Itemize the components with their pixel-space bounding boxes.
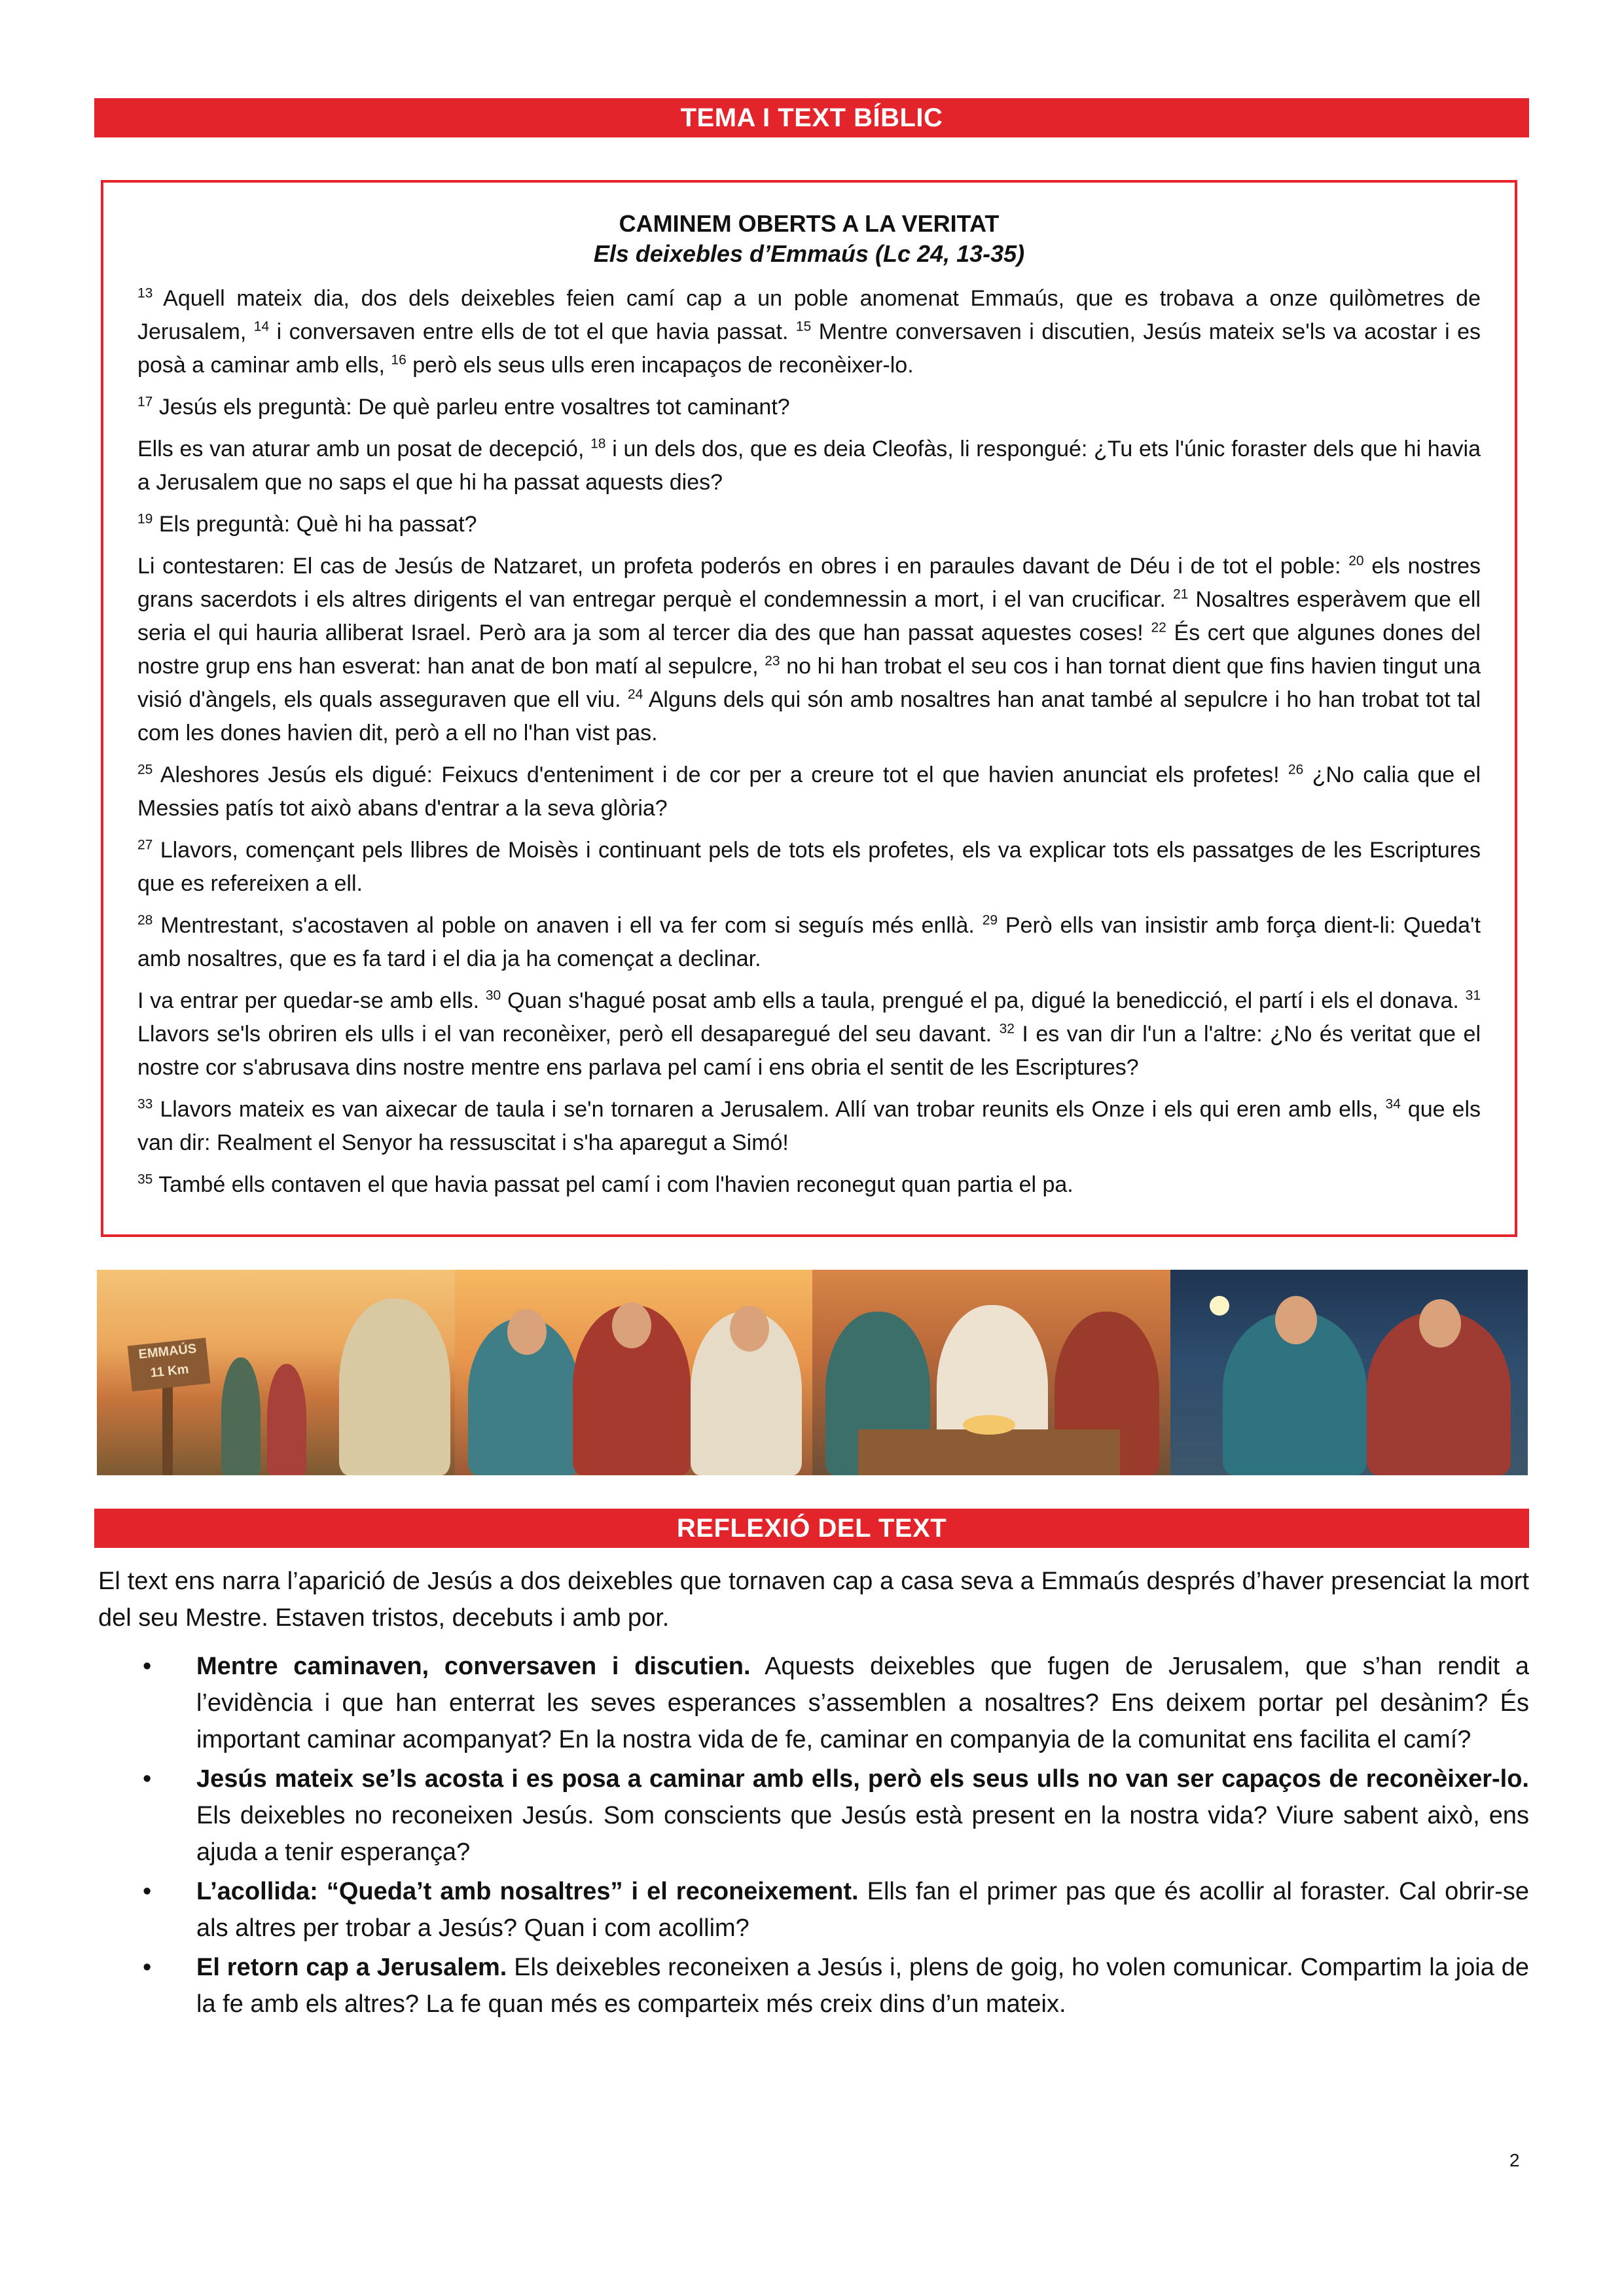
sign-text-distance: 11 Km: [149, 1361, 190, 1380]
bible-subtitle: Els deixebles d’Emmaús (Lc 24, 13-35): [593, 240, 1025, 267]
illustration-road-to-emmaus: [97, 1270, 455, 1475]
reflection-item-text: Ells fan el primer pas que és acollir al foraster. Cal obrir-se als altres per trobar a Jesús? Quan i com acollim?: [196, 1878, 1529, 1942]
verse-number: 23: [765, 653, 780, 669]
reflection-item-text: Aquests deixebles que fugen de Jerusalem, que s’han rendit a l’evidència i que han enterrat les seves esperances s’assemblen a nosaltres? Ens deixem portar pel desànim? És important caminar acompanyat? En la nostra vida de fe, caminar en companyia de la comunitat ens facilita el camí?: [196, 1653, 1529, 1753]
verse-text: Jesús els preguntà: De què parleu entre vosaltres tot caminant?: [158, 395, 790, 420]
figure-walker: [221, 1357, 261, 1475]
verse-text: Aquell mateix dia, dos dels deixebles feien camí cap a un poble anomenat Emmaús, que es trobava a onze quilòmetres de Jerusalem,: [137, 286, 1481, 344]
illustration-strip: [97, 1270, 1528, 1475]
verse-paragraph: [137, 1168, 1481, 1202]
verse-text: Nosaltres esperàvem que ell seria el qui hauria alliberat Israel. Però ara ja som al tercer dia des que han passat aquestes coses!: [137, 587, 1481, 645]
table: [858, 1429, 1120, 1475]
figure-walker: [267, 1364, 306, 1475]
verse-number: 18: [590, 436, 606, 452]
reflection-item-text: Els deixebles reconeixen a Jesús i, plens de goig, ho volen comunicar. Compartim la joia de la fe amb els altres? La fe quan més es comparteix més creix dins d’un mateix.: [196, 1954, 1529, 2018]
verse-text: Mentre conversaven i discutien, Jesús mateix se'ls va acostar i es posà a caminar amb ells,: [137, 319, 1481, 378]
verse-number: 20: [1348, 553, 1364, 569]
reflection-item-heading: L’acollida: “Queda’t amb nosaltres” i el reconeixement.: [196, 1878, 859, 1905]
verse-number: 27: [137, 837, 153, 853]
verse-text: Però ells van insistir amb força dient-li: Queda't amb nosaltres, que es fa tard i el dia ja ha començat a declinar.: [137, 913, 1481, 971]
reflection-item: [98, 1949, 1529, 2022]
verse-number: 30: [485, 988, 501, 1003]
verse-text: També ells contaven el que havia passat pel camí i com l'havien reconegut quan partia el pa.: [158, 1172, 1074, 1197]
face: [612, 1302, 651, 1348]
verse-number: 28: [137, 912, 153, 928]
verse-text: que els van dir: Realment el Senyor ha ressuscitat i s'ha aparegut a Simó!: [137, 1097, 1481, 1155]
verse-number: 17: [137, 394, 153, 410]
verse-paragraph: [137, 282, 1481, 382]
verse-text: i conversaven entre ells de tot el que havia passat.: [276, 319, 789, 344]
face: [507, 1309, 547, 1355]
verse-paragraph: [137, 550, 1481, 750]
verse-number: 15: [795, 319, 812, 334]
verses-container: [137, 282, 1481, 1202]
signpost: [162, 1381, 173, 1475]
verse-text: Alguns dels qui són amb nosaltres han anat també al sepulcre i ho han trobat tot tal com les dones havien dit, però a ell no l'han vist pas.: [137, 687, 1481, 745]
verse-text: ¿No calia que el Messies patís tot això abans d'entrar a la seva glòria?: [137, 762, 1481, 821]
verse-paragraph: [137, 984, 1481, 1085]
verse-text: però els seus ulls eren incapaços de reconèixer-lo.: [412, 353, 914, 378]
face: [730, 1306, 769, 1352]
illustration-return-at-night: [1170, 1270, 1528, 1475]
reflection-item-heading: Mentre caminaven, conversaven i discutien.: [196, 1653, 751, 1680]
reflection-item-heading: Jesús mateix se’ls acosta i es posa a caminar amb ells, però els seus ulls no van ser capaços de reconèixer-lo.: [196, 1765, 1529, 1793]
reflection-section: [98, 1563, 1529, 2025]
face: [1419, 1299, 1461, 1348]
verse-paragraph: [137, 834, 1481, 901]
verse-text: Li contestaren: El cas de Jesús de Natzaret, un profeta poderós en obres i en paraules davant de Déu i de tot el poble:: [137, 554, 1341, 579]
verse-text: els nostres grans sacerdots i els altres dirigents el van entregar perquè el condemnessin a mort, i el van crucificar.: [137, 554, 1481, 612]
section-header-tema: TEMA I TEXT BÍBLIC: [94, 98, 1529, 137]
verse-number: 35: [137, 1172, 153, 1187]
verse-number: 19: [137, 511, 153, 527]
verse-text: És cert que algunes dones del nostre grup ens han esverat: han anat de bon matí al sepulcre,: [137, 620, 1481, 679]
verse-number: 22: [1151, 620, 1166, 636]
reflection-item: [98, 1648, 1529, 1758]
verse-number: 25: [137, 762, 153, 778]
figure-jesus: [339, 1299, 450, 1475]
verse-paragraph: [137, 433, 1481, 499]
verse-paragraph: [137, 909, 1481, 976]
verse-number: 21: [1172, 586, 1189, 602]
verse-number: 29: [982, 912, 998, 928]
verse-text: Llavors, començant pels llibres de Moisès i continuant pels de tots els profetes, els va explicar tots els passatges de les Escriptures que es refereixen a ell.: [137, 838, 1481, 896]
verse-paragraph: [137, 759, 1481, 825]
verse-text: Llavors mateix es van aixecar de taula i se'n tornaren a Jerusalem. Allí van trobar reunits els Onze i els qui eren amb ells,: [160, 1097, 1379, 1122]
reflection-item: [98, 1873, 1529, 1946]
verse-text: Mentrestant, s'acostaven al poble on anaven i ell va fer com si seguís més enllà.: [160, 913, 975, 938]
verse-paragraph: [137, 391, 1481, 424]
bible-text-box: [101, 180, 1517, 1237]
bible-title: CAMINEM OBERTS A LA VERITAT: [619, 210, 1000, 237]
sign-text-town: EMMAÚS: [137, 1341, 198, 1362]
illustration-walking-together: [455, 1270, 813, 1475]
reflection-item-text: Els deixebles no reconeixen Jesús. Som conscients que Jesús està present en la nostra vida? Viure sabent això, ens ajuda a tenir esperança?: [196, 1802, 1529, 1866]
bread: [963, 1415, 1015, 1435]
verse-paragraph: [137, 1093, 1481, 1160]
verse-paragraph: [137, 508, 1481, 541]
verse-number: 13: [137, 285, 153, 301]
verse-text: i un dels dos, que es deia Cleofàs, li respongué: ¿Tu ets l'únic foraster dels que hi havia a Jerusalem que no saps el que hi ha passat aquests dies?: [137, 437, 1481, 495]
reflection-intro: El text ens narra l’aparició de Jesús a dos deixebles que tornaven cap a casa seva a Emmaús després d’haver presenciat la mort del seu Mestre. Estaven tristos, decebuts i amb por.: [98, 1568, 1529, 1632]
verse-text: I va entrar per quedar-se amb ells.: [137, 988, 480, 1013]
verse-number: 33: [137, 1096, 153, 1112]
verse-number: 14: [253, 319, 270, 334]
verse-number: 26: [1288, 762, 1304, 778]
verse-text: Aleshores Jesús els digué: Feixucs d'enteniment i de cor per a creure tot el que havien anunciat els profetes!: [160, 762, 1280, 787]
illustration-breaking-bread: [812, 1270, 1170, 1475]
verse-number: 31: [1465, 988, 1481, 1003]
section-header-reflexio: REFLEXIÓ DEL TEXT: [94, 1509, 1529, 1548]
verse-text: Quan s'hagué posat amb ells a taula, prengué el pa, digué la benedicció, el partí i els el donava.: [507, 988, 1459, 1013]
verse-number: 34: [1385, 1096, 1401, 1112]
reflection-item-heading: El retorn cap a Jerusalem.: [196, 1954, 507, 1981]
verse-text: I es van dir l'un a l'altre: ¿No és veritat que el nostre cor s'abrusava dins nostre mentre ens parlava pel camí i ens obria el sentit de les Escriptures?: [137, 1022, 1481, 1080]
page-number: 2: [1509, 2150, 1520, 2170]
verse-number: 24: [627, 687, 643, 702]
reflection-item: [98, 1761, 1529, 1871]
face: [1275, 1296, 1317, 1344]
verse-text: Els preguntà: Què hi ha passat?: [158, 512, 477, 537]
reflection-list: [98, 1648, 1529, 2022]
verse-text: no hi han trobat el seu cos i han tornat dient que fins havien tingut una visió d'àngels, els quals asseguraven que ell viu.: [137, 654, 1481, 712]
verse-number: 16: [391, 352, 406, 368]
verse-number: 32: [999, 1021, 1015, 1037]
emmaus-sign: [128, 1338, 211, 1391]
verse-text: Ells es van aturar amb un posat de decepció,: [137, 437, 585, 461]
moon: [1210, 1296, 1229, 1316]
verse-text: Llavors se'ls obriren els ulls i el van reconèixer, però ell desaparegué del seu davant.: [137, 1022, 992, 1047]
